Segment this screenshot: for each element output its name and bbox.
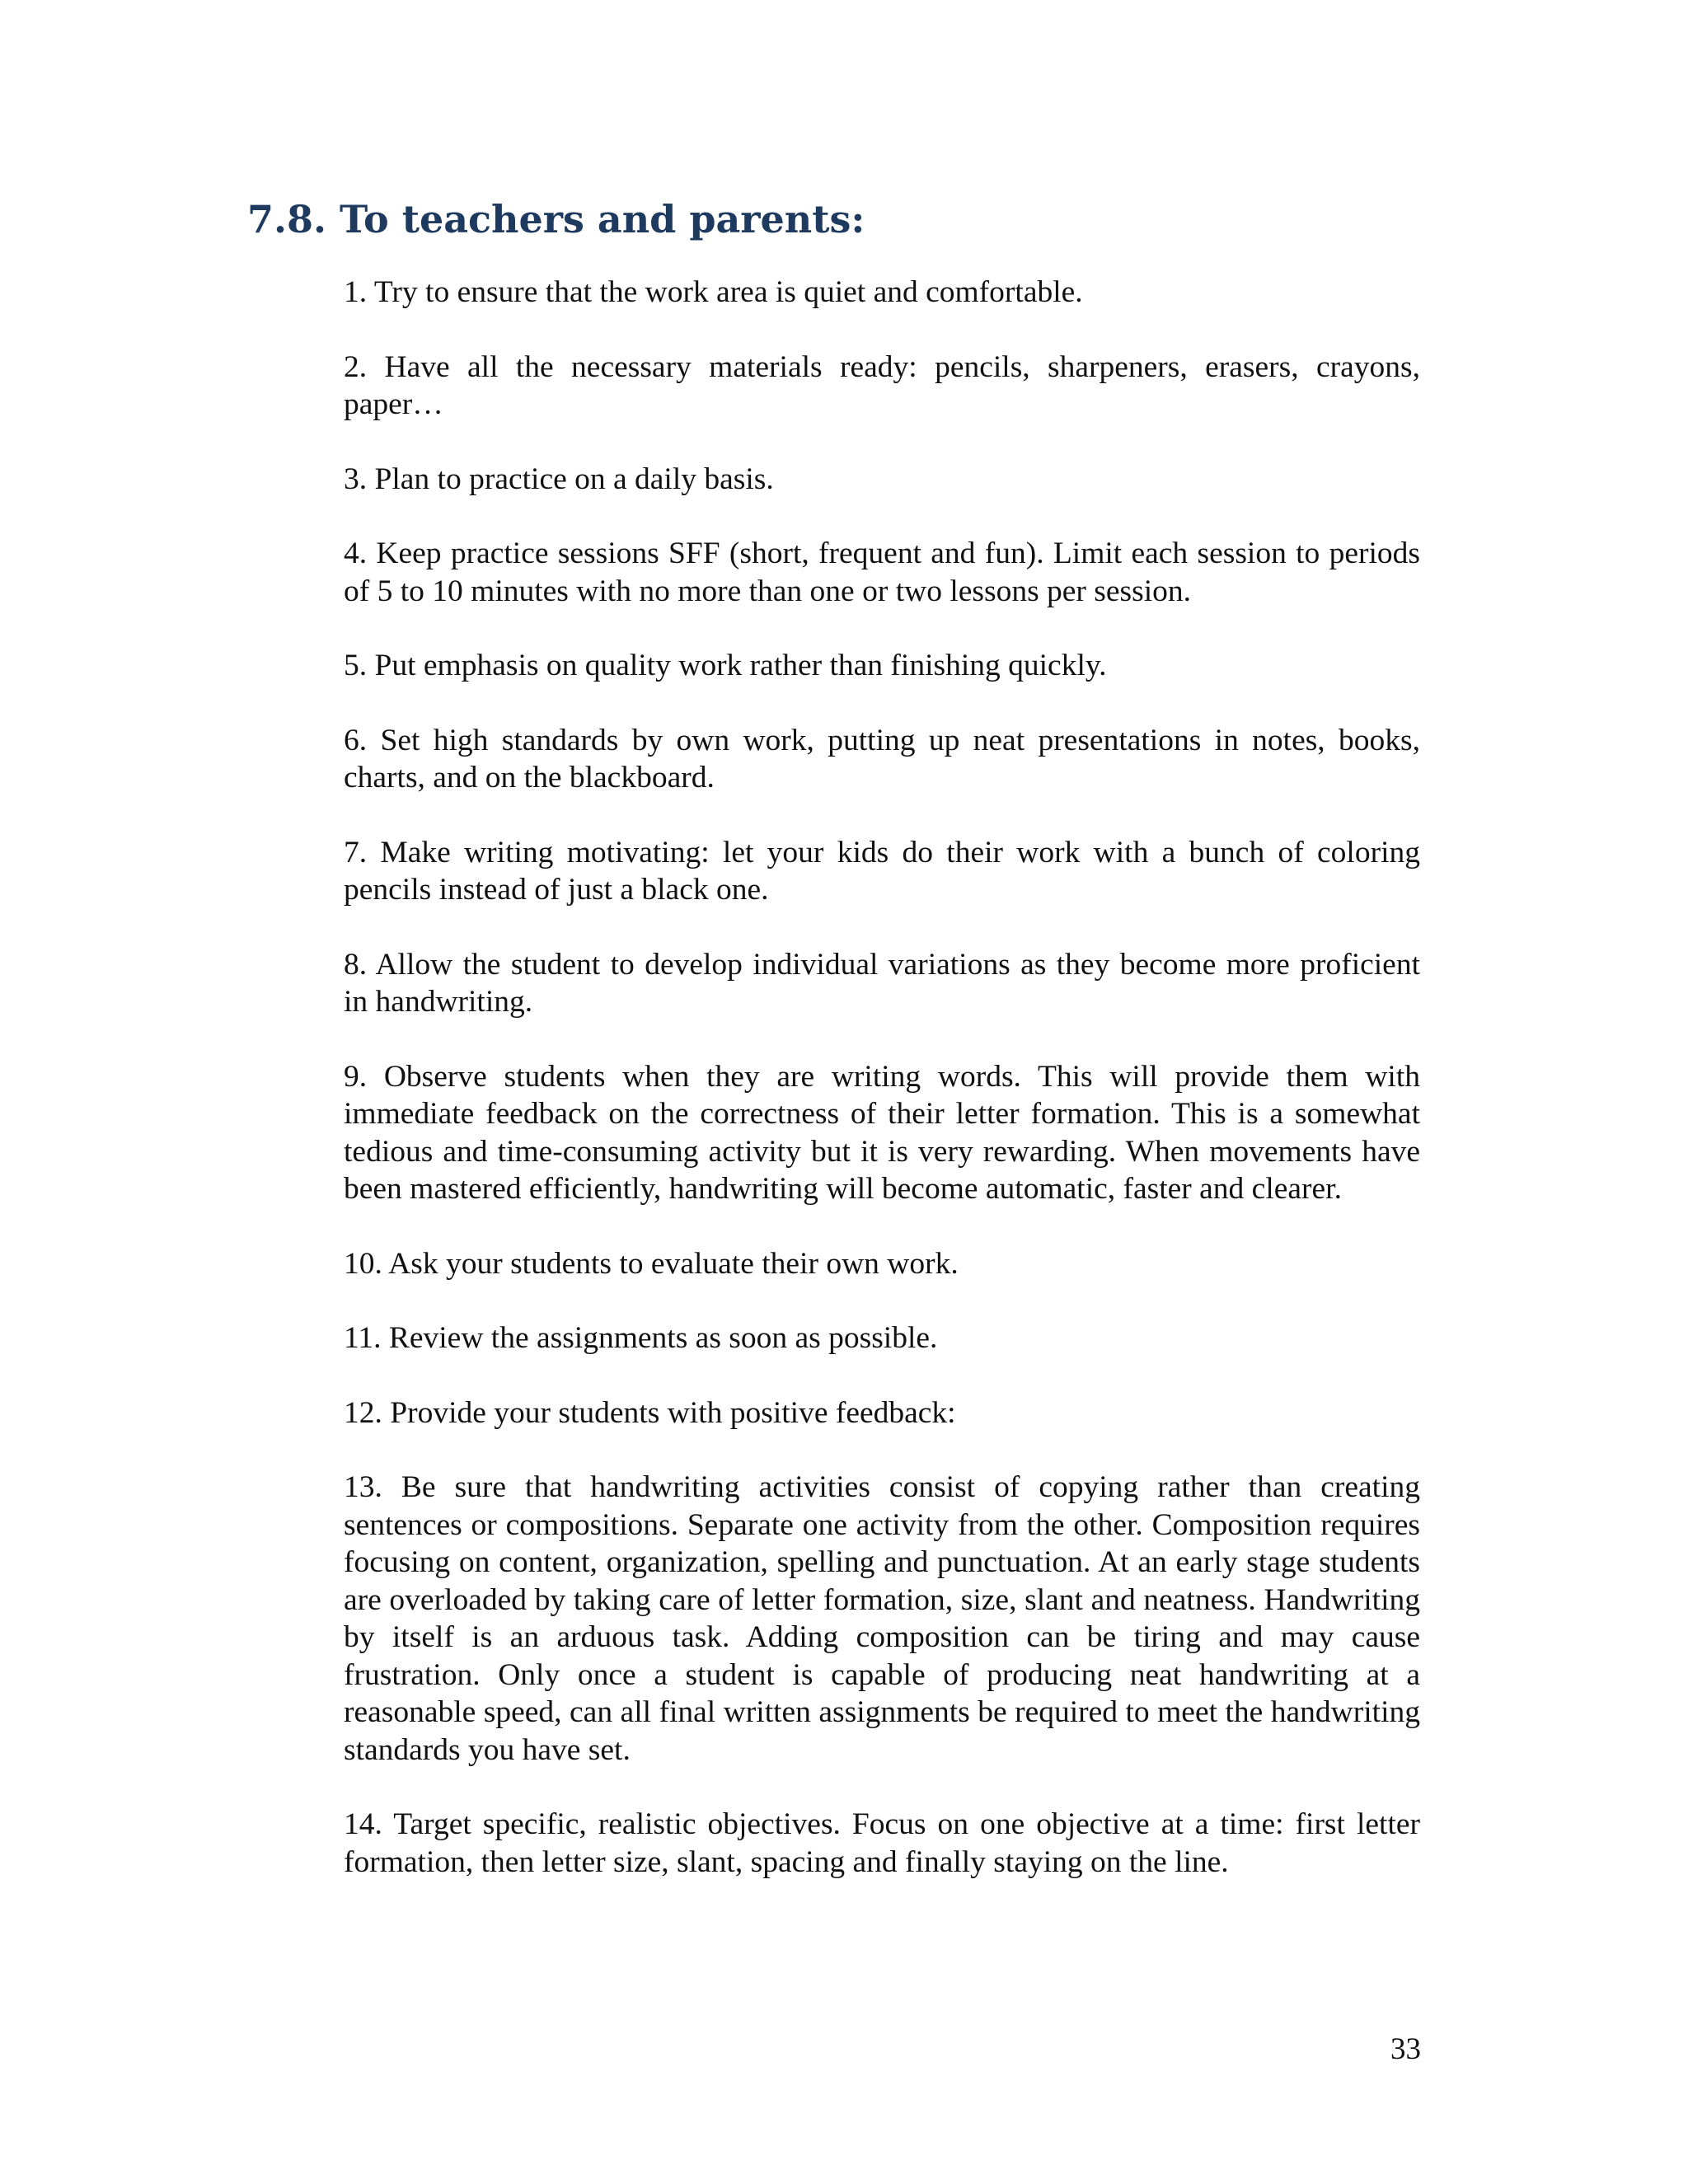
list-item-5: 5. Put emphasis on quality work rather than finishing quickly.	[344, 649, 1107, 682]
list-item-3: 3. Plan to practice on a daily basis.	[344, 462, 774, 496]
list-item-1: 1. Try to ensure that the work area is quiet and comfortable.	[344, 275, 1083, 309]
list-item-2: 2. Have all the necessary materials ready: pencils, sharpeners, erasers, crayons, paper…	[344, 349, 1420, 421]
list-item-4: 4. Keep practice sessions SFF (short, frequent and fun). Limit each session to periods of 5 to 10 minutes with no more than one or two lessons per session.	[344, 537, 1420, 608]
list-item-11: 11. Review the assignments as soon as possible.	[344, 1321, 938, 1355]
list-item-7: 7. Make writing motivating: let your kids do their work with a bunch of coloring pencils instead of just a black one.	[344, 835, 1420, 907]
list-item-12: 12. Provide your students with positive feedback:	[344, 1395, 956, 1430]
list-item-10: 10. Ask your students to evaluate their own work.	[344, 1246, 959, 1281]
list-item-6: 6. Set high standards by own work, putting up neat presentations in notes, books, charts, and on the blackboard.	[344, 723, 1420, 794]
tips-list	[344, 274, 1420, 1918]
list-item-13: 13. Be sure that handwriting activities consist of copying rather than creating sentences or compositions. Separate one activity from the other. Composition requires focusing on content, organization, spelling and punctuation. At an early stage students are overloaded by taking care of letter formation, size, slant and neatness. Handwriting by itself is an arduous task. Adding composition can be tiring and may cause frustration. Only once a student is capable of producing neat handwriting at a reasonable speed, can all final written assignments be required to meet the handwriting standards you have set.	[344, 1470, 1420, 1767]
list-item-8: 8. Allow the student to develop individual variations as they become more proficient in handwriting.	[344, 947, 1420, 1019]
page-number: 33	[1390, 2032, 1421, 2066]
section-heading: 7.8. To teachers and parents:	[247, 197, 865, 241]
list-item-9: 9. Observe students when they are writing words. This will provide them with immediate feedback on the correctness of their letter formation. This is a somewhat tedious and time-consuming activity but it is very rewarding. When movements have been mastered efficiently, handwriting will become automatic, faster and clearer.	[344, 1059, 1420, 1206]
list-item-14: 14. Target specific, realistic objectives. Focus on one objective at a time: first letter formation, then letter size, slant, spacing and finally staying on the line.	[344, 1807, 1420, 1879]
